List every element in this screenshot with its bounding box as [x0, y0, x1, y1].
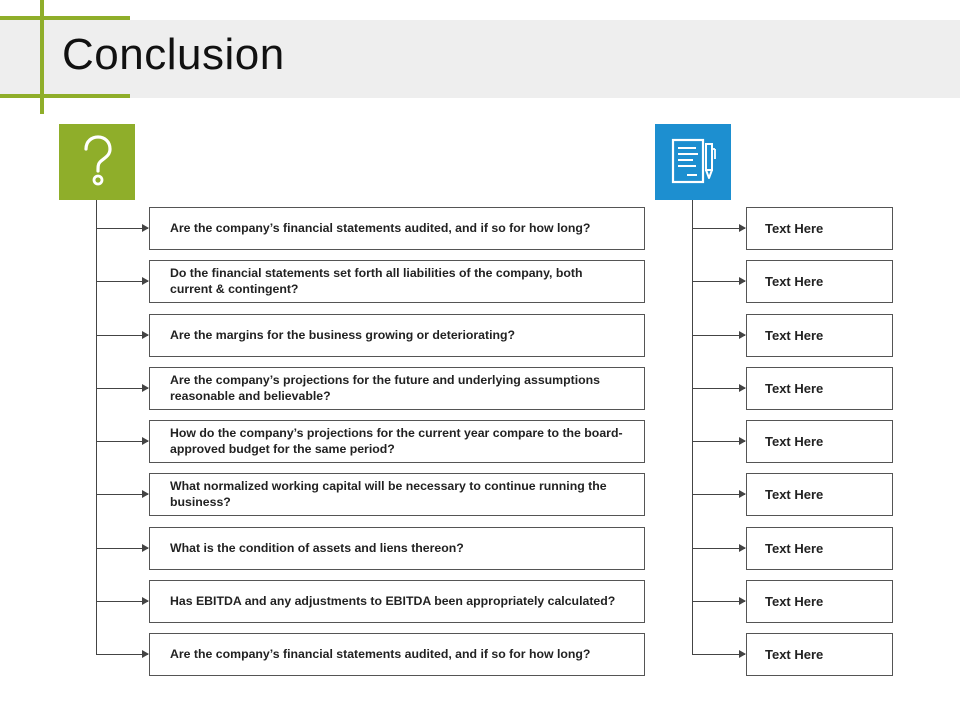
left-connector-arrow	[96, 228, 148, 229]
left-connector-arrow	[96, 548, 148, 549]
right-connector-arrow	[692, 654, 745, 655]
question-box: Are the company’s financial statements audited, and if so for how long?	[149, 207, 645, 250]
answer-box: Text Here	[746, 580, 893, 623]
answer-box: Text Here	[746, 420, 893, 463]
answer-box: Text Here	[746, 473, 893, 516]
left-tree-line	[96, 200, 97, 655]
question-box: Has EBITDA and any adjustments to EBITDA been appropriately calculated?	[149, 580, 645, 623]
right-connector-arrow	[692, 281, 745, 282]
left-connector-arrow	[96, 494, 148, 495]
answer-box: Text Here	[746, 314, 893, 357]
left-connector-arrow	[96, 335, 148, 336]
answer-box: Text Here	[746, 207, 893, 250]
question-box: Are the company’s financial statements audited, and if so for how long?	[149, 633, 645, 676]
document-pen-icon	[655, 124, 731, 200]
left-connector-arrow	[96, 441, 148, 442]
question-box: How do the company’s projections for the current year compare to the board-approved budget for the same period?	[149, 420, 645, 463]
answer-box: Text Here	[746, 527, 893, 570]
answer-box: Text Here	[746, 367, 893, 410]
slide-title: Conclusion	[62, 30, 285, 79]
decorative-horizontal-line-top	[0, 16, 130, 20]
right-connector-arrow	[692, 335, 745, 336]
question-box: What normalized working capital will be necessary to continue running the business?	[149, 473, 645, 516]
left-connector-arrow	[96, 281, 148, 282]
question-box: What is the condition of assets and liens thereon?	[149, 527, 645, 570]
right-connector-arrow	[692, 494, 745, 495]
answer-box: Text Here	[746, 260, 893, 303]
decorative-horizontal-line-bottom	[0, 94, 130, 98]
left-connector-arrow	[96, 654, 148, 655]
question-mark-icon	[59, 124, 135, 200]
right-connector-arrow	[692, 441, 745, 442]
right-connector-arrow	[692, 228, 745, 229]
question-box: Are the company’s projections for the future and underlying assumptions reasonable and believable?	[149, 367, 645, 410]
question-box: Do the financial statements set forth all liabilities of the company, both current & contingent?	[149, 260, 645, 303]
left-connector-arrow	[96, 388, 148, 389]
right-tree-line	[692, 200, 693, 655]
right-connector-arrow	[692, 548, 745, 549]
question-box: Are the margins for the business growing or deteriorating?	[149, 314, 645, 357]
right-connector-arrow	[692, 388, 745, 389]
left-connector-arrow	[96, 601, 148, 602]
answer-box: Text Here	[746, 633, 893, 676]
right-connector-arrow	[692, 601, 745, 602]
